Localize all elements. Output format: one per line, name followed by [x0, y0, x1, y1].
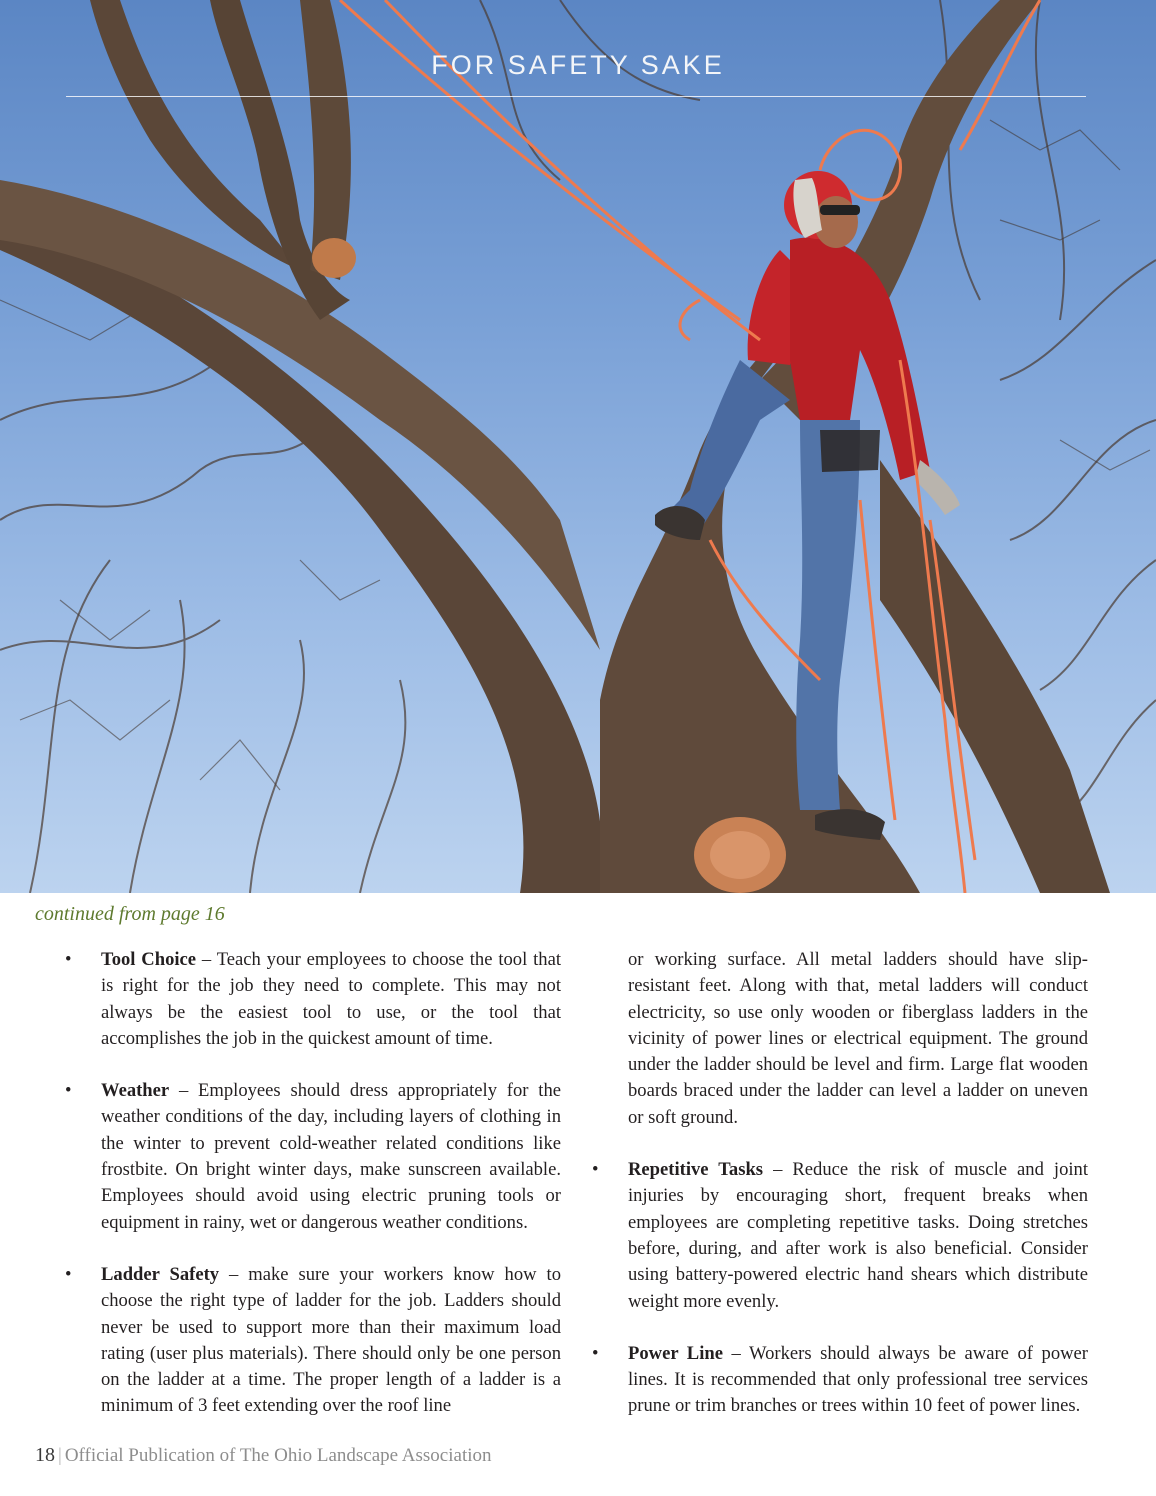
- item-text: – make sure your workers know how to choose the right type of ladder for the job. Ladders should never be used to support more than their maximum load rating (user plus materials). There should only be one person on the ladder at a time. The proper length of a ladder is a minimum of 3 feet extending over the roof line: [101, 1263, 561, 1417]
- bullet-icon: •: [592, 1342, 599, 1364]
- item-term: Repetitive Tasks: [628, 1159, 764, 1181]
- bullet-icon: •: [65, 949, 72, 970]
- list-item-repetitive-tasks: [592, 1157, 1088, 1315]
- page-footer: [35, 1444, 492, 1467]
- bullet-icon: •: [65, 1263, 72, 1285]
- list-item-power-line: [592, 1341, 1088, 1420]
- item-term: Power Line: [628, 1342, 723, 1364]
- list-item-ladder-safety: [65, 1262, 561, 1420]
- item-text: – Reduce the risk of muscle and joint injuries by encouraging short, frequent breaks when employees are completing repetitive tasks. Doing stretches before, during, and after work is also beneficial. Consider using battery-powered electric hand shears which distribute weight more evenly.: [628, 1159, 1088, 1312]
- item-term: Weather: [101, 1080, 170, 1102]
- ladder-safety-continuation: or working surface. All metal ladders should have slip-resistant feet. Along with that, metal ladders will conduct electricity, so use only wooden or fiberglass ladders in the vicinity of power lines or electrical equipment. The ground under the ladder should be level and firm. Large flat wooden boards braced under the ladder can level a ladder on uneven or soft ground.: [628, 949, 1088, 1128]
- item-term: Ladder Safety: [101, 1263, 220, 1285]
- right-column: [592, 947, 1088, 1446]
- section-title: FOR SAFETY SAKE: [431, 50, 725, 80]
- item-term: Tool Choice: [101, 949, 197, 970]
- item-text: – Workers should always be aware of power lines. It is recommended that only professional tree services prune or trim branches or trees within 10 feet of power lines.: [628, 1342, 1088, 1417]
- item-text: – Employees should dress appropriately for the weather conditions of the day, including layers of clothing in the winter to prevent cold-weather related conditions like frostbite. On bright winter days, make sunscreen available. Employees should avoid using electric pruning tools or equipment in rainy, wet or dangerous weather conditions.: [101, 1080, 561, 1233]
- bullet-icon: •: [592, 1159, 599, 1181]
- footer-separator: |: [58, 1445, 62, 1466]
- item-text: – Teach your employees to choose the tool that is right for the job they need to complete. This may not always be the easiest tool to use, or the tool that accomplishes the job in the quickest amount of time.: [101, 949, 561, 1049]
- list-item-weather: [65, 1078, 561, 1236]
- publication-name: Official Publication of The Ohio Landscape Association: [64, 1445, 492, 1466]
- bullet-icon: •: [65, 1080, 72, 1102]
- page-number: 18: [35, 1444, 55, 1466]
- continued-note: continued from page 16: [35, 903, 225, 925]
- list-item-tool-choice: [65, 947, 561, 1052]
- title-divider: [66, 96, 1086, 97]
- left-column: [65, 947, 561, 1446]
